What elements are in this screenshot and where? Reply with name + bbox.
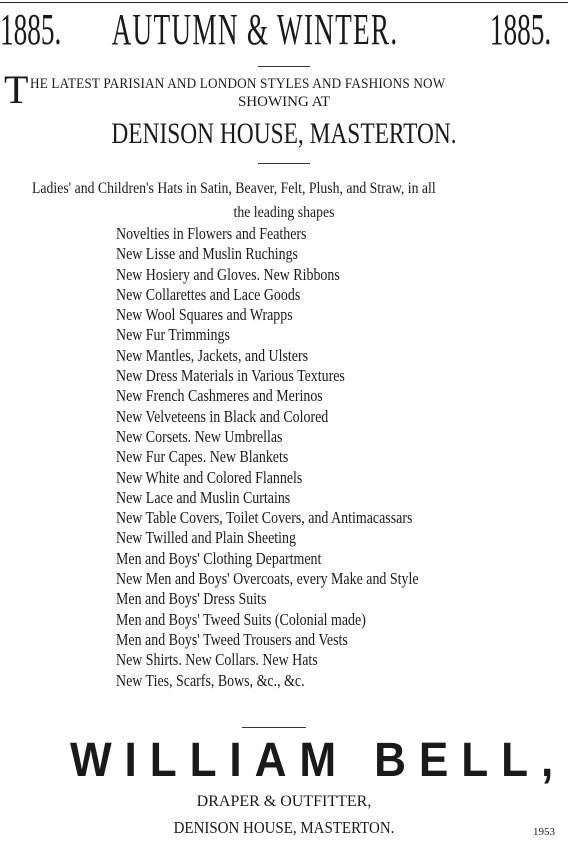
goods-list-item: New Collarettes and Lace Goods	[116, 284, 301, 304]
divider-rule	[242, 727, 306, 728]
divider-rule	[258, 163, 310, 164]
drop-cap: T	[4, 67, 29, 112]
merchant-trade: DRAPER & OUTFITTER,	[196, 793, 372, 810]
goods-list-item: New Twilled and Plain Sheeting	[116, 528, 296, 548]
divider-rule	[258, 66, 310, 67]
goods-list-item: New Ties, Scarfs, Bows, &c., &c.	[116, 670, 305, 690]
intro-line-1: HE LATEST PARISIAN AND LONDON STYLES AND FASHIONS NOW	[30, 76, 446, 92]
goods-list-item: New Corsets. New Umbrellas	[116, 426, 283, 446]
merchant-address: DENISON HOUSE, MASTERTON.	[173, 818, 395, 837]
headline-year-right: 1885.	[489, 5, 552, 54]
goods-list-item: New Men and Boys' Overcoats, every Make and Style	[116, 569, 419, 589]
goods-list-item: New Hosiery and Gloves. New Ribbons	[116, 264, 340, 284]
goods-list-item: Men and Boys' Dress Suits	[116, 589, 267, 609]
goods-list-item: New Mantles, Jackets, and Ulsters	[116, 345, 309, 365]
goods-list-item: New Fur Trimmings	[116, 325, 230, 345]
goods-list-item: New Lisse and Muslin Ruchings	[116, 244, 298, 264]
goods-list-item: Men and Boys' Tweed Suits (Colonial made)	[116, 609, 366, 629]
merchant-name: WILLIAM BELL,	[70, 734, 567, 787]
goods-list-item: New Wool Squares and Wrapps	[116, 305, 293, 325]
goods-list-item: New Shirts. New Collars. New Hats	[116, 650, 318, 670]
goods-list-item: New French Cashmeres and Merinos	[116, 386, 323, 406]
goods-list-item: Men and Boys' Tweed Trousers and Vests	[116, 629, 348, 649]
goods-list-item: Novelties in Flowers and Feathers	[116, 224, 307, 243]
goods-list-item: New White and Colored Flannels	[116, 467, 303, 487]
goods-list-item: New Table Covers, Toilet Covers, and Antimacassars	[116, 508, 413, 528]
reference-number: 1953	[533, 826, 555, 838]
goods-list-item: New Dress Materials in Various Textures	[116, 366, 345, 386]
venue-heading: DENISON HOUSE, MASTERTON.	[111, 117, 457, 150]
goods-list-item: New Fur Capes. New Blankets	[116, 447, 289, 467]
headline-season: AUTUMN & WINTER.	[111, 5, 399, 54]
headline-year-left: 1885.	[0, 5, 62, 54]
goods-list-item: Men and Boys' Clothing Department	[116, 548, 322, 568]
goods-list-item: New Lace and Muslin Curtains	[116, 487, 291, 507]
goods-list	[116, 224, 485, 691]
lead-line-1: Ladies' and Children's Hats in Satin, Beaver, Felt, Plush, and Straw, in all	[32, 180, 436, 197]
goods-list-item: New Velveteens in Black and Colored	[116, 406, 329, 426]
headline	[0, 0, 552, 60]
intro-line-2: SHOWING AT	[237, 94, 331, 110]
lead-line-2: the leading shapes	[233, 204, 335, 221]
